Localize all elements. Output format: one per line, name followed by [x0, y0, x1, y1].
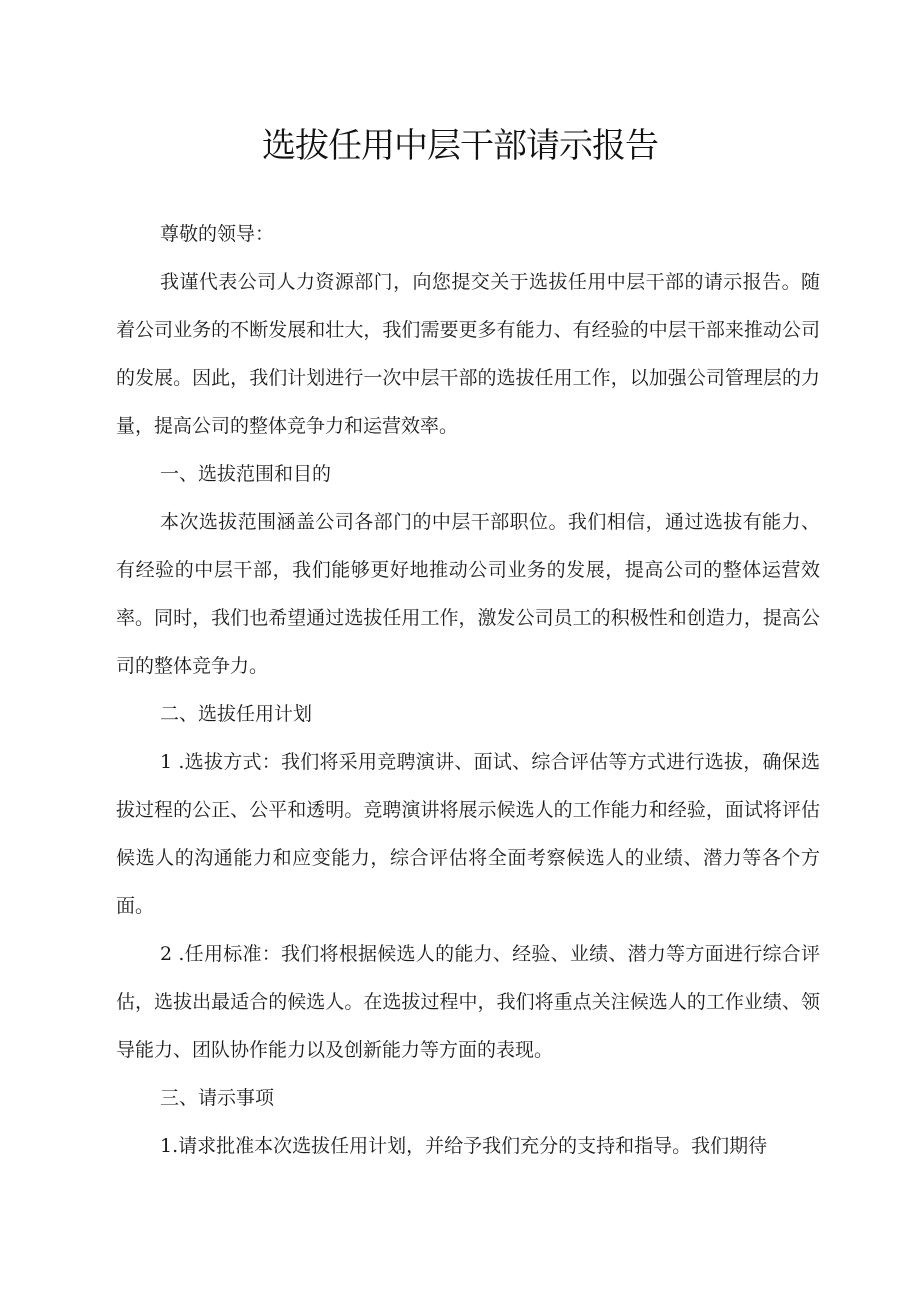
document-body	[116, 210, 820, 1170]
section-heading-plan: 二、选拔任用计划	[160, 703, 313, 725]
plan-item-method: 1 .选拔方式：我们将采用竞聘演讲、面试、综合评估等方式进行选拔，确保选拔过程的公正、公平和透明。竞聘演讲将展示候选人的工作能力和经验，面试将评估候选人的沟通能力和应变能力，综合评估将全面考察候选人的业绩、潜力等各个方面。	[116, 751, 820, 917]
section-heading-requests: 三、请示事项	[160, 1087, 275, 1109]
plan-item-criteria: 2 .任用标准：我们将根据候选人的能力、经验、业绩、潜力等方面进行综合评估，选拔出最适合的候选人。在选拔过程中，我们将重点关注候选人的工作业绩、领导能力、团队协作能力以及创新能力等方面的表现。	[116, 943, 820, 1061]
intro-paragraph: 我谨代表公司人力资源部门，向您提交关于选拔任用中层干部的请示报告。随着公司业务的不断发展和壮大，我们需要更多有能力、有经验的中层干部来推动公司的发展。因此，我们计划进行一次中层干部的选拔任用工作，以加强公司管理层的力量，提高公司的整体竞争力和运营效率。	[116, 271, 820, 437]
request-item-1: 1.请求批准本次选拔任用计划，并给予我们充分的支持和指导。我们期待	[160, 1135, 768, 1157]
section-scope-paragraph: 本次选拔范围涵盖公司各部门的中层干部职位。我们相信，通过选拔有能力、有经验的中层干部，我们能够更好地推动公司业务的发展，提高公司的整体运营效率。同时，我们也希望通过选拔任用工作，激发公司员工的积极性和创造力，提高公司的整体竞争力。	[116, 511, 820, 677]
document-title: 选拔任用中层干部请示报告	[262, 126, 658, 166]
salutation: 尊敬的领导：	[160, 223, 275, 245]
section-heading-scope: 一、选拔范围和目的	[160, 463, 332, 485]
